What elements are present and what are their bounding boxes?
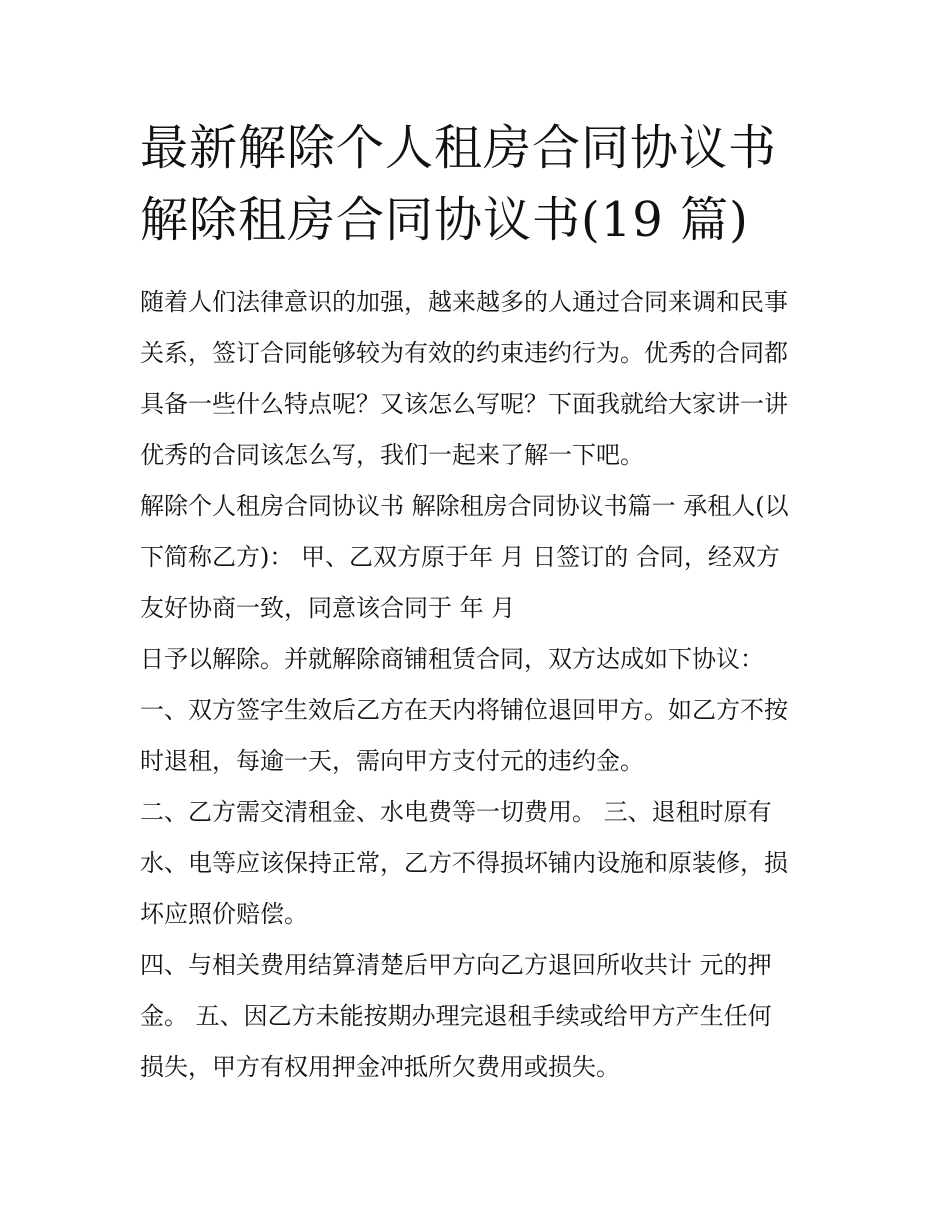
text-line: 一、双方签字生效后乙方在天内将铺位退回甲方。如乙方不按 — [140, 696, 788, 724]
text-line: 友好协商一致，同意该合同于 年 月 — [140, 594, 516, 622]
text-line: 时退租，每逾一天，需向甲方支付元的违约金。 — [140, 747, 644, 775]
paragraph-termination-date — [140, 634, 820, 685]
text-line: 随着人们法律意识的加强，越来越多的人通过合同来调和民事 — [140, 288, 788, 316]
text-line: 具备一些什么特点呢？又该怎么写呢？下面我就给大家讲一讲 — [140, 390, 788, 418]
text-line: 损失，甲方有权用押金冲抵所欠费用或损失。 — [140, 1053, 620, 1081]
paragraph-clause-2-3 — [140, 787, 820, 940]
text-line: 解除个人租房合同协议书 解除租房合同协议书篇一 承租人(以 — [140, 492, 789, 520]
text-line: 四、与相关费用结算清楚后甲方向乙方退回所收共计 元的押 — [140, 951, 772, 979]
document-body — [140, 277, 820, 1093]
title-line: 解除租房合同协议书(19 篇) — [140, 192, 749, 248]
paragraph-clause-1 — [140, 685, 820, 787]
text-line: 关系，签订合同能够较为有效的约束违约行为。优秀的合同都 — [140, 339, 788, 367]
text-line: 下简称乙方)： 甲、乙双方原于年 月 日签订的 合同，经双方 — [140, 543, 780, 571]
text-line: 日予以解除。并就解除商铺租赁合同，双方达成如下协议： — [140, 645, 764, 673]
paragraph-agreement-intro — [140, 481, 820, 634]
text-line: 金。 五、因乙方未能按期办理完退租手续或给甲方产生任何 — [140, 1002, 772, 1030]
text-line: 坏应照价赔偿。 — [140, 900, 308, 928]
paragraph-clause-4-5 — [140, 940, 820, 1093]
title-line: 最新解除个人租房合同协议书 — [140, 120, 778, 176]
text-line: 水、电等应该保持正常，乙方不得损坏铺内设施和原装修，损 — [140, 849, 788, 877]
text-line: 优秀的合同该怎么写，我们一起来了解一下吧。 — [140, 441, 644, 469]
document-title — [140, 112, 840, 256]
paragraph-intro — [140, 277, 820, 481]
text-line: 二、乙方需交清租金、水电费等一切费用。 三、退租时原有 — [140, 798, 772, 826]
